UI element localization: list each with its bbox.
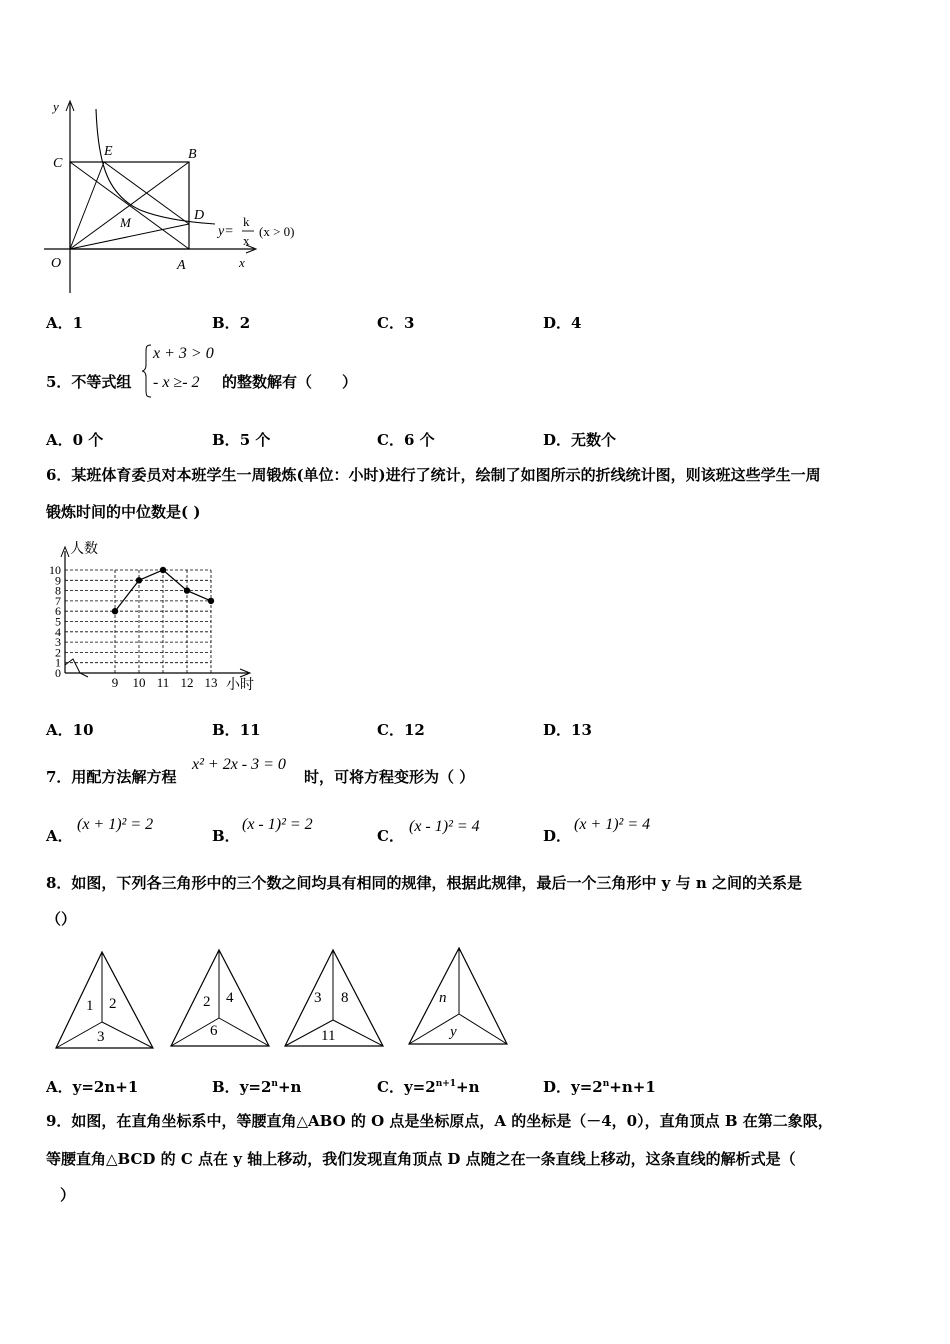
q7-option-b-expr: (x - 1)² = 2 [242,816,313,833]
chart-x-tick-label: 10 [132,675,146,690]
q9-text-line2: 等腰直角△BCD 的 C 点在 y 轴上移动，我们发现直角顶点 D 点随之在一条直线上移动，这条直线的解析式是（ [46,1150,796,1168]
label-y: y [53,99,59,114]
q5-inequality-2: - x ≥- 2 [153,374,200,391]
chart-point [208,598,214,604]
label-a: A [177,258,186,273]
chart-x-tick-label: 13 [204,675,218,690]
q4-option-a[interactable]: A．1 [46,314,84,332]
q6-option-d[interactable]: D．13 [543,721,592,739]
q7-prefix: 7．用配方法解方程 [46,768,177,786]
q8-text-line1: 8．如图，下列各三角形中的三个数之间均具有相同的规律，根据此规律，最后一个三角形中 y 与 n 之间的关系是 [46,874,802,892]
chart-y-tick-label: 9 [55,573,61,588]
line-o-e [70,162,104,249]
triangle-1-bottom: 3 [97,1029,105,1045]
chart-x-tick-label: 11 [156,675,170,690]
q8-text-line2: （） [46,910,77,928]
q7-option-a[interactable]: A． [46,827,73,845]
q7-suffix: 时，可将方程变形为（ ） [304,768,475,786]
label-e: E [104,144,113,159]
triangle-4-left: n [439,990,447,1006]
label-d: D [194,208,205,223]
chart-y-tick-label: 3 [55,635,61,650]
chart-y-tick-label: 2 [55,645,61,660]
chart-y-tick-label: 6 [55,604,61,619]
q6-line-chart [40,537,265,697]
chart-x-label: 小时 [226,678,254,693]
triangle-4-bottom: y [450,1024,457,1040]
curve-denominator: x [243,233,250,248]
triangle-3-bottom: 11 [321,1028,336,1044]
q6-text-line1: 6．某班体育委员对本班学生一周锻炼(单位：小时)进行了统计，绘制了如图所示的折线统计图，则该班这些学生一周 [46,466,821,484]
chart-y-tick-label: 4 [55,624,61,639]
triangle-1-right: 2 [109,996,117,1012]
label-o: O [51,256,62,271]
label-m: M [120,215,131,230]
q6-text-line2: 锻炼时间的中位数是( ) [46,503,201,521]
curve-condition: (x > 0) [259,224,295,239]
curve-label-y: y= [218,224,234,239]
chart-y-tick-label: 0 [55,666,61,680]
q8-option-b[interactable]: B．$y=2^n+n$ [212,1078,302,1096]
q8-triangle-4 [405,944,511,1048]
triangle-3-right: 8 [341,990,349,1006]
q5-option-b[interactable]: B．5 个 [212,431,271,449]
q4-option-c[interactable]: C．3 [377,314,415,332]
q8-triangle-3 [283,946,387,1052]
q5-prefix: 5．不等式组 [46,373,132,391]
chart-y-tick-label: 10 [49,563,61,577]
q6-option-c[interactable]: C．12 [377,721,425,739]
chart-y-tick-label: 7 [55,593,61,608]
q5-option-c[interactable]: C．6 个 [377,431,435,449]
q8-triangle-1 [54,948,156,1052]
triangle-2-left: 2 [203,994,211,1010]
curve-numerator: k [243,214,250,229]
q6-option-b[interactable]: B．11 [212,721,261,739]
chart-y-tick-label: 1 [55,655,61,670]
q7-option-c[interactable]: C． [377,827,404,845]
label-c: C [53,156,63,171]
chart-point [184,587,190,593]
chart-x-tick-label: 9 [111,675,119,690]
chart-grid [65,570,211,673]
chart-point [136,577,142,583]
q8-option-a[interactable]: A．y=2n+1 [46,1078,139,1096]
q6-option-a[interactable]: A．10 [46,721,94,739]
q7-option-d-expr: (x + 1)² = 4 [574,816,651,833]
q7-option-a-expr: (x + 1)² = 2 [77,816,154,833]
q7-option-d[interactable]: D． [543,827,572,845]
chart-point [160,567,166,573]
hyperbola-curve [96,109,215,224]
chart-y-tick-label: 8 [55,583,61,598]
q7-equation: x² + 2x - 3 = 0 [192,756,286,773]
q5-option-a[interactable]: A．0 个 [46,431,104,449]
q5-suffix: 的整数解有（ ） [222,373,358,391]
q7-option-c-expr: (x - 1)² = 4 [409,818,480,835]
chart-axis-break [65,659,88,677]
q8-option-c[interactable]: C．$y=2^{n+1}+n$ [377,1078,480,1096]
triangle-1-left: 1 [86,998,94,1014]
q8-triangle-2 [169,946,273,1052]
chart-y-tick-label: 5 [55,614,61,629]
q7-option-b[interactable]: B． [212,827,240,845]
q4-option-b[interactable]: B．2 [212,314,251,332]
q4-option-d[interactable]: D．4 [543,314,582,332]
chart-y-label: 人数 [70,542,98,557]
q5-option-d[interactable]: D．无数个 [543,431,617,449]
triangle-3-left: 3 [314,990,322,1006]
chart-x-tick-label: 12 [180,675,194,690]
label-x: x [239,255,245,270]
q4-figure [40,95,320,300]
triangle-2-right: 4 [226,990,234,1006]
q5-brace [141,343,153,399]
q5-inequality-1: x + 3 > 0 [153,345,214,362]
chart-point [112,608,118,614]
q8-option-d[interactable]: D．$y=2^n+n+1$ [543,1078,656,1096]
q9-text-line1: 9．如图，在直角坐标系中，等腰直角△ABO 的 O 点是坐标原点，A 的坐标是（－4，0），直角顶点 B 在第二象限， [46,1112,833,1130]
label-b: B [188,147,197,162]
triangle-2-bottom: 6 [210,1023,218,1039]
q9-text-line3: ） [60,1186,76,1204]
